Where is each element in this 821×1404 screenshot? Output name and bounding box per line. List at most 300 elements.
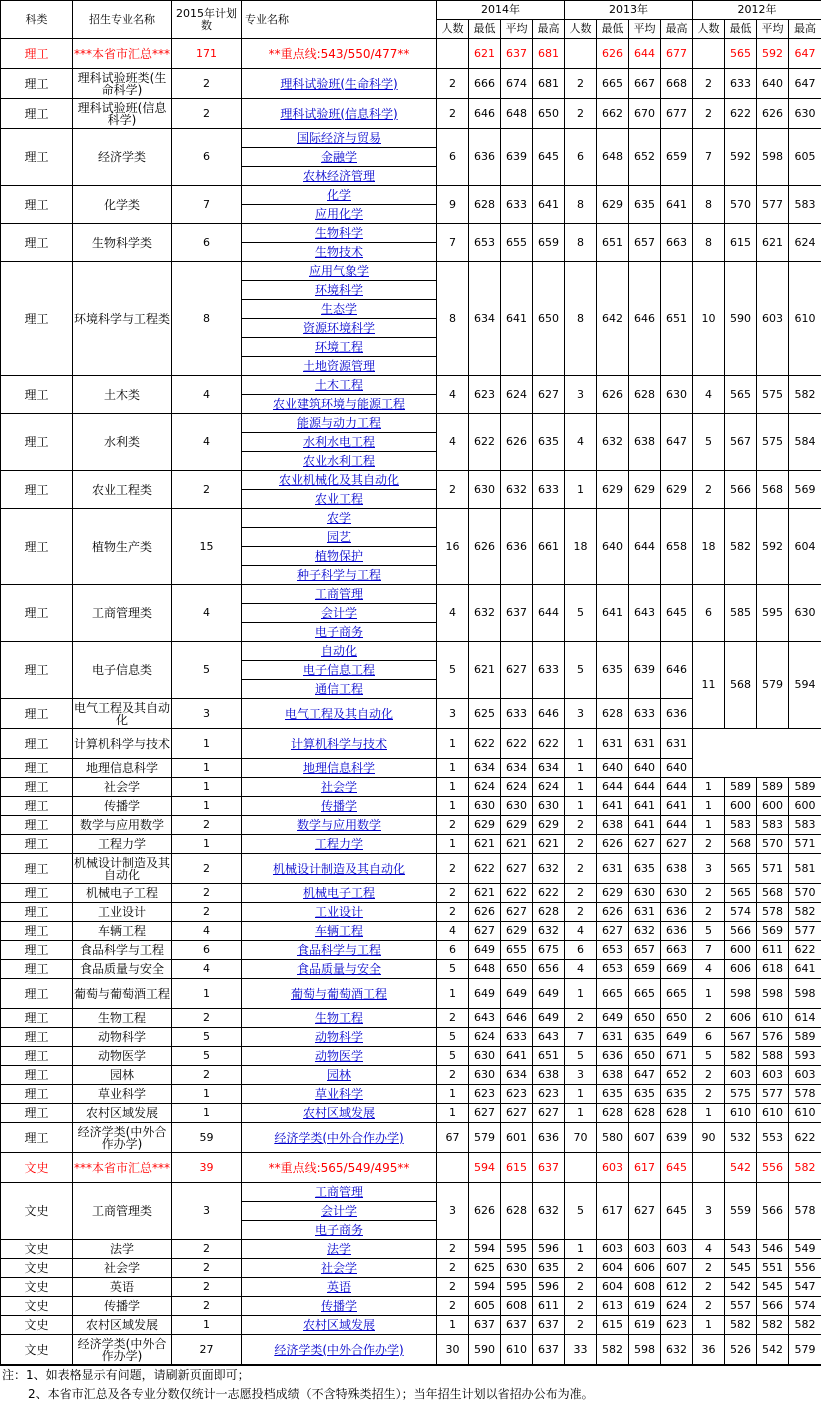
y13-count-cell: 1 (565, 1104, 597, 1123)
y12-count-cell: 2 (693, 1066, 725, 1085)
major-cell[interactable] (242, 854, 437, 884)
major-cell[interactable] (242, 243, 437, 262)
major-link[interactable]: 能源与动力工程 (297, 416, 381, 430)
y14-min-cell: 636 (469, 129, 501, 186)
major-cell[interactable] (242, 319, 437, 338)
y12-count-cell: 1 (693, 1316, 725, 1335)
y14-avg-cell: 595 (501, 1240, 533, 1259)
y14-avg-cell: 629 (501, 922, 533, 941)
major-cell[interactable] (242, 759, 437, 778)
major-link[interactable]: 国际经济与贸易 (297, 131, 381, 145)
major-link[interactable]: 资源环境科学 (303, 321, 375, 335)
y13-avg-cell: 643 (629, 585, 661, 642)
plan-count-cell: 2 (172, 1297, 242, 1316)
y12-max-cell: 641 (789, 960, 821, 979)
category-cell: 理工 (1, 729, 73, 759)
major-link[interactable]: 地理信息科学 (303, 761, 375, 775)
header-year-2012: 2012年 (693, 1, 821, 20)
y12-max-cell: 614 (789, 1009, 821, 1028)
major-link[interactable]: 食品质量与安全 (297, 962, 381, 976)
major-link[interactable]: 计算机科学与技术 (291, 737, 387, 751)
y14-count-cell: 2 (437, 99, 469, 129)
y12-count-cell: 11 (693, 642, 725, 729)
y13-max-cell: 677 (661, 39, 693, 69)
major-cell[interactable] (242, 680, 437, 699)
y14-min-cell: 649 (469, 979, 501, 1009)
y14-min-cell: 630 (469, 1066, 501, 1085)
y13-avg-cell: 633 (629, 699, 661, 729)
header-year-2013: 2013年 (565, 1, 693, 20)
major-link[interactable]: 土木工程 (315, 378, 363, 392)
major-cell: **重点线:565/549/495** (242, 1153, 437, 1183)
major-link[interactable]: 会计学 (321, 606, 357, 620)
table-row (1, 960, 821, 979)
y13-min-cell: 636 (597, 1047, 629, 1066)
y13-max-cell: 652 (661, 1066, 693, 1085)
y12-min-cell: 565 (725, 376, 757, 414)
category-cell: 理工 (1, 1066, 73, 1085)
y13-count-cell: 7 (565, 1028, 597, 1047)
y13-avg-cell: 641 (629, 816, 661, 835)
major-cell[interactable] (242, 941, 437, 960)
major-cell[interactable] (242, 148, 437, 167)
y14-min-cell: 648 (469, 960, 501, 979)
major-cell[interactable] (242, 167, 437, 186)
y13-avg-cell: 665 (629, 979, 661, 1009)
major-link[interactable]: 工业设计 (315, 905, 363, 919)
y12-avg-cell: 598 (757, 979, 789, 1009)
major-cell[interactable] (242, 1221, 437, 1240)
major-link[interactable]: 葡萄与葡萄酒工程 (291, 987, 387, 1001)
y13-max-cell: 669 (661, 960, 693, 979)
y14-count-cell: 1 (437, 797, 469, 816)
major-link[interactable]: 社会学 (321, 780, 357, 794)
y13-min-cell: 665 (597, 979, 629, 1009)
major-link[interactable]: 法学 (327, 1242, 351, 1256)
y12-min-cell: 542 (725, 1278, 757, 1297)
major-cell[interactable] (242, 1123, 437, 1153)
y14-min-cell: 622 (469, 854, 501, 884)
major-cell[interactable] (242, 1104, 437, 1123)
major-link[interactable]: 环境工程 (315, 340, 363, 354)
y12-avg-cell: 592 (757, 509, 789, 585)
y14-min-cell: 632 (469, 585, 501, 642)
major-link[interactable]: 电子信息工程 (303, 663, 375, 677)
table-row (1, 186, 821, 205)
y13-min-cell: 653 (597, 960, 629, 979)
major-link[interactable]: 食品科学与工程 (297, 943, 381, 957)
major-link[interactable]: 土地资源管理 (303, 359, 375, 373)
major-link[interactable]: 农业建筑环境与能源工程 (273, 397, 405, 411)
major-link[interactable]: 工商管理 (315, 587, 363, 601)
y12-count-cell: 1 (693, 816, 725, 835)
y13-min-cell: 648 (597, 129, 629, 186)
major-link[interactable]: 电子商务 (315, 1223, 363, 1237)
major-cell[interactable] (242, 979, 437, 1009)
plan-count-cell: 4 (172, 414, 242, 471)
y13-max-cell: 640 (661, 759, 693, 778)
category-cell: 理工 (1, 129, 73, 186)
y12-max-cell: 584 (789, 414, 821, 471)
y13-avg-cell: 640 (629, 759, 661, 778)
y13-avg-cell: 631 (629, 729, 661, 759)
y14-avg-cell: 615 (501, 1153, 533, 1183)
y12-max-cell: 624 (789, 224, 821, 262)
major-cell[interactable] (242, 903, 437, 922)
major-link[interactable]: 农业机械化及其自动化 (279, 473, 399, 487)
y12-min-cell: 532 (725, 1123, 757, 1153)
y13-max-cell: 635 (661, 1085, 693, 1104)
category-cell: 文史 (1, 1183, 73, 1240)
major-cell[interactable] (242, 224, 437, 243)
major-link[interactable]: 化学 (327, 188, 351, 202)
y13-count-cell (565, 39, 597, 69)
y14-min-cell: 629 (469, 816, 501, 835)
major-cell[interactable] (242, 1066, 437, 1085)
major-cell[interactable] (242, 1202, 437, 1221)
y13-count-cell: 2 (565, 854, 597, 884)
major-group-cell: 食品质量与安全 (73, 960, 172, 979)
major-cell[interactable] (242, 376, 437, 395)
major-link[interactable]: 农学 (327, 511, 351, 525)
y12-max-cell: 582 (789, 1316, 821, 1335)
y13-count-cell: 2 (565, 903, 597, 922)
major-cell[interactable] (242, 699, 437, 729)
major-link[interactable]: 经济学类(中外合作办学) (274, 1131, 403, 1145)
y12-count-cell: 2 (693, 1278, 725, 1297)
major-link[interactable]: 种子科学与工程 (297, 568, 381, 582)
y14-avg-cell: 627 (501, 854, 533, 884)
major-cell[interactable] (242, 729, 437, 759)
major-cell[interactable] (242, 547, 437, 566)
y12-avg-cell: 542 (757, 1335, 789, 1365)
major-cell[interactable] (242, 1259, 437, 1278)
major-link[interactable]: 草业科学 (315, 1087, 363, 1101)
major-link[interactable]: 通信工程 (315, 682, 363, 696)
major-cell[interactable] (242, 661, 437, 680)
y13-count-cell: 8 (565, 262, 597, 376)
y14-count-cell: 6 (437, 941, 469, 960)
major-cell[interactable] (242, 1316, 437, 1335)
y14-max-cell: 623 (533, 1085, 565, 1104)
major-link[interactable]: 自动化 (321, 644, 357, 658)
major-cell[interactable] (242, 509, 437, 528)
major-link[interactable]: 传播学 (321, 1299, 357, 1313)
table-row (1, 99, 821, 129)
y14-min-cell: 605 (469, 1297, 501, 1316)
y12-max-cell: 630 (789, 99, 821, 129)
major-link[interactable]: 园艺 (327, 530, 351, 544)
category-cell: 理工 (1, 39, 73, 69)
y14-min-cell: 630 (469, 1047, 501, 1066)
major-cell[interactable] (242, 1240, 437, 1259)
y14-max-cell: 596 (533, 1278, 565, 1297)
major-link[interactable]: 农林经济管理 (303, 169, 375, 183)
y14-count-cell: 1 (437, 759, 469, 778)
y13-count-cell: 3 (565, 699, 597, 729)
major-cell[interactable] (242, 922, 437, 941)
category-cell: 理工 (1, 797, 73, 816)
y12-max-cell: 598 (789, 979, 821, 1009)
table-row (1, 1297, 821, 1316)
table-row (1, 1066, 821, 1085)
y13-min-cell: 628 (597, 1104, 629, 1123)
y13-avg-cell: 659 (629, 960, 661, 979)
major-group-cell: 社会学 (73, 778, 172, 797)
major-link[interactable]: 农业水利工程 (303, 454, 375, 468)
y14-min-cell: 643 (469, 1009, 501, 1028)
major-link[interactable]: 经济学类(中外合作办学) (274, 1343, 403, 1357)
header-sub-avg: 平均 (757, 20, 789, 39)
major-group-cell: 车辆工程 (73, 922, 172, 941)
major-cell[interactable] (242, 623, 437, 642)
major-cell[interactable] (242, 357, 437, 376)
major-link[interactable]: 应用气象学 (309, 264, 369, 278)
major-link[interactable]: 理科试验班(生命科学) (280, 77, 397, 91)
major-link[interactable]: 理科试验班(信息科学) (280, 107, 397, 121)
table-row (1, 585, 821, 604)
table-row (1, 797, 821, 816)
y14-min-cell: 594 (469, 1153, 501, 1183)
major-cell[interactable] (242, 797, 437, 816)
major-link[interactable]: 植物保护 (315, 549, 363, 563)
footnote-2: 2、本省市汇总及各专业分数仅统计一志愿投档成绩（不含特殊类招生）；当年招生计划以省招办公布为准。 (0, 1385, 821, 1404)
y13-count-cell: 4 (565, 960, 597, 979)
y13-count-cell: 5 (565, 642, 597, 699)
major-cell[interactable] (242, 1028, 437, 1047)
major-cell[interactable] (242, 281, 437, 300)
y14-max-cell: 675 (533, 941, 565, 960)
major-cell[interactable] (242, 1047, 437, 1066)
major-link[interactable]: 英语 (327, 1280, 351, 1294)
major-cell[interactable] (242, 433, 437, 452)
y13-count-cell: 2 (565, 884, 597, 903)
plan-count-cell: 2 (172, 1259, 242, 1278)
y12-avg-cell: 577 (757, 186, 789, 224)
y12-count-cell: 1 (693, 1104, 725, 1123)
major-cell[interactable] (242, 395, 437, 414)
y13-min-cell: 627 (597, 922, 629, 941)
y14-max-cell: 627 (533, 1104, 565, 1123)
major-group-cell: 理科试验班(信息科学) (73, 99, 172, 129)
major-link[interactable]: 农村区域发展 (303, 1106, 375, 1120)
y13-min-cell: 640 (597, 759, 629, 778)
plan-count-cell: 1 (172, 797, 242, 816)
major-link[interactable]: 社会学 (321, 1261, 357, 1275)
y14-min-cell: 621 (469, 835, 501, 854)
y13-max-cell: 668 (661, 69, 693, 99)
major-link[interactable]: 工程力学 (315, 837, 363, 851)
major-cell[interactable] (242, 99, 437, 129)
major-cell[interactable] (242, 452, 437, 471)
y13-avg-cell: 646 (629, 262, 661, 376)
major-link[interactable]: 机械电子工程 (303, 886, 375, 900)
major-cell[interactable] (242, 884, 437, 903)
plan-count-cell: 1 (172, 979, 242, 1009)
y13-count-cell: 2 (565, 1009, 597, 1028)
y13-min-cell: 642 (597, 262, 629, 376)
major-link[interactable]: 金融学 (321, 150, 357, 164)
y13-count-cell: 70 (565, 1123, 597, 1153)
major-cell[interactable] (242, 1297, 437, 1316)
major-cell[interactable] (242, 1009, 437, 1028)
major-link[interactable]: 农村区域发展 (303, 1318, 375, 1332)
y13-min-cell: 582 (597, 1335, 629, 1365)
y13-max-cell: 627 (661, 835, 693, 854)
y12-avg-cell: 577 (757, 1085, 789, 1104)
y14-count-cell: 2 (437, 1066, 469, 1085)
major-cell[interactable] (242, 585, 437, 604)
y14-count-cell: 1 (437, 729, 469, 759)
y12-min-cell: 615 (725, 224, 757, 262)
major-link[interactable]: 生物科学 (315, 226, 363, 240)
category-cell: 文史 (1, 1316, 73, 1335)
major-cell[interactable] (242, 816, 437, 835)
header-major-group: 招生专业名称 (73, 1, 172, 39)
y13-max-cell: 639 (661, 1123, 693, 1153)
y12-avg-cell: 583 (757, 816, 789, 835)
table-row (1, 1259, 821, 1278)
major-cell[interactable] (242, 300, 437, 319)
major-link[interactable]: 会计学 (321, 1204, 357, 1218)
y13-count-cell: 1 (565, 759, 597, 778)
y13-min-cell: 631 (597, 854, 629, 884)
y14-min-cell: 634 (469, 262, 501, 376)
y14-avg-cell: 641 (501, 1047, 533, 1066)
y13-max-cell: 647 (661, 414, 693, 471)
major-link[interactable]: 应用化学 (315, 207, 363, 221)
y13-count-cell: 1 (565, 797, 597, 816)
major-cell[interactable] (242, 186, 437, 205)
y12-avg-cell: 618 (757, 960, 789, 979)
category-cell: 理工 (1, 471, 73, 509)
y14-avg-cell: 621 (501, 835, 533, 854)
y12-count-cell: 3 (693, 854, 725, 884)
major-cell[interactable] (242, 129, 437, 148)
y13-avg-cell: 641 (629, 797, 661, 816)
y13-min-cell: 653 (597, 941, 629, 960)
category-cell: 理工 (1, 69, 73, 99)
y14-max-cell: 621 (533, 835, 565, 854)
major-link[interactable]: 生物技术 (315, 245, 363, 259)
y12-avg-cell: 589 (757, 778, 789, 797)
major-link[interactable]: 生态学 (321, 302, 357, 316)
category-cell: 理工 (1, 414, 73, 471)
major-link[interactable]: 电气工程及其自动化 (285, 707, 393, 721)
major-cell[interactable] (242, 1335, 437, 1365)
major-cell[interactable] (242, 1085, 437, 1104)
y12-avg-cell: 571 (757, 854, 789, 884)
plan-count-cell: 1 (172, 1316, 242, 1335)
y13-min-cell: 631 (597, 729, 629, 759)
major-link[interactable]: 电子商务 (315, 625, 363, 639)
y12-max-cell: 578 (789, 1183, 821, 1240)
major-cell[interactable] (242, 262, 437, 281)
y13-count-cell: 3 (565, 376, 597, 414)
major-cell[interactable] (242, 1183, 437, 1202)
y12-max-cell: 549 (789, 1240, 821, 1259)
major-group-cell: 草业科学 (73, 1085, 172, 1104)
table-row (1, 376, 821, 395)
y12-avg-cell: 546 (757, 1240, 789, 1259)
y14-max-cell: 611 (533, 1297, 565, 1316)
major-link[interactable]: 环境科学 (315, 283, 363, 297)
y14-count-cell: 1 (437, 979, 469, 1009)
y12-max-cell: 604 (789, 509, 821, 585)
y13-min-cell: 604 (597, 1259, 629, 1278)
major-link[interactable]: 水利水电工程 (303, 435, 375, 449)
y12-avg-cell: 579 (757, 642, 789, 729)
plan-count-cell: 2 (172, 1009, 242, 1028)
major-link[interactable]: 园林 (327, 1068, 351, 1082)
y14-avg-cell: 634 (501, 759, 533, 778)
y12-count-cell (693, 39, 725, 69)
y13-count-cell: 5 (565, 1047, 597, 1066)
y14-max-cell: 659 (533, 224, 565, 262)
major-link[interactable]: 数学与应用数学 (297, 818, 381, 832)
major-cell[interactable] (242, 642, 437, 661)
plan-count-cell: 2 (172, 69, 242, 99)
major-cell[interactable] (242, 338, 437, 357)
major-link[interactable]: 生物工程 (315, 1011, 363, 1025)
major-link[interactable]: 传播学 (321, 799, 357, 813)
major-cell[interactable] (242, 471, 437, 490)
y14-min-cell: 594 (469, 1278, 501, 1297)
major-cell[interactable] (242, 205, 437, 224)
major-cell[interactable] (242, 778, 437, 797)
major-link[interactable]: 农业工程 (315, 492, 363, 506)
y12-avg-cell: 566 (757, 1297, 789, 1316)
y13-min-cell: 615 (597, 1316, 629, 1335)
major-link[interactable]: 机械设计制造及其自动化 (273, 862, 405, 876)
major-link[interactable]: 工商管理 (315, 1185, 363, 1199)
major-cell[interactable] (242, 960, 437, 979)
major-cell[interactable] (242, 1278, 437, 1297)
y14-count-cell: 4 (437, 585, 469, 642)
y13-max-cell: 624 (661, 1297, 693, 1316)
y14-avg-cell: 626 (501, 414, 533, 471)
major-cell[interactable] (242, 69, 437, 99)
y12-avg-cell: 588 (757, 1047, 789, 1066)
major-link[interactable]: 动物科学 (315, 1030, 363, 1044)
y12-avg-cell: 626 (757, 99, 789, 129)
y12-count-cell: 2 (693, 884, 725, 903)
y14-avg-cell: 637 (501, 585, 533, 642)
major-cell[interactable] (242, 528, 437, 547)
y12-count-cell: 2 (693, 1297, 725, 1316)
y13-count-cell: 2 (565, 1259, 597, 1278)
major-link[interactable]: 动物医学 (315, 1049, 363, 1063)
major-cell[interactable] (242, 414, 437, 433)
y12-min-cell: 583 (725, 816, 757, 835)
major-cell[interactable] (242, 490, 437, 509)
y12-count-cell: 1 (693, 797, 725, 816)
y13-min-cell: 603 (597, 1240, 629, 1259)
major-cell[interactable] (242, 835, 437, 854)
y13-count-cell: 6 (565, 129, 597, 186)
category-cell: 文史 (1, 1259, 73, 1278)
major-link[interactable]: 车辆工程 (315, 924, 363, 938)
major-cell[interactable] (242, 604, 437, 623)
y14-max-cell: 651 (533, 1047, 565, 1066)
y12-count-cell: 2 (693, 903, 725, 922)
y13-max-cell: 641 (661, 186, 693, 224)
y14-avg-cell: 601 (501, 1123, 533, 1153)
y13-min-cell: 635 (597, 1085, 629, 1104)
major-cell[interactable] (242, 566, 437, 585)
y13-max-cell: 636 (661, 922, 693, 941)
category-cell: 理工 (1, 224, 73, 262)
